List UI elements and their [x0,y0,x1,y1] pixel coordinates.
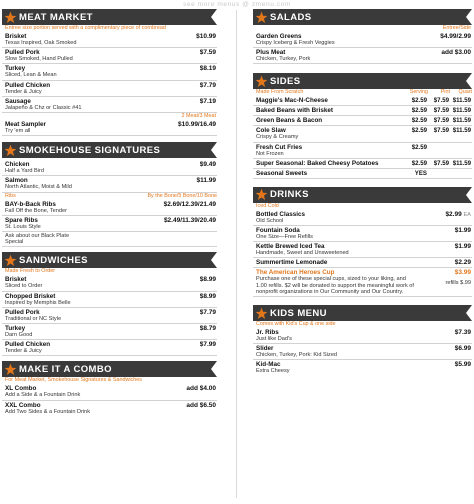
item-price: $11.99 [196,177,216,185]
menu-item [2,81,217,97]
price-quart [449,144,471,151]
ribs-label: Ribs [5,192,16,199]
item-name: Bottled Classics [256,210,305,218]
price-serving: $2.59 [411,97,427,105]
item-desc: Jalapeño & Chz or Classic #41 [5,104,82,111]
star-icon [255,11,268,24]
item-price: $9.49 [199,161,216,169]
item-desc: Darn Good [5,332,33,339]
price-quart: $11.59 [452,117,471,125]
item-name: XXL Combo [5,401,41,409]
item-name: Kid-Mac [256,361,281,369]
right-column [253,5,472,376]
item-price: $6.99 [454,345,471,353]
left-column [2,5,217,416]
combo-title: MAKE IT A COMBO [19,363,112,375]
sandwiches-header [2,252,217,268]
item-price: $7.59 [199,49,216,57]
item-name: Salmon [5,177,28,185]
menu-item [253,116,472,126]
item-name: Fresh Cut Fries [256,143,303,151]
price-serving: $2.59 [411,159,427,167]
price-pint: $7.59 [433,159,449,167]
item-price: add $3.00 [441,49,471,57]
col-pint: Pint [440,89,450,96]
item-price: $8.99 [199,292,216,300]
price-pint: $7.59 [433,117,449,125]
smokehouse-header [2,142,217,158]
item-desc: Fall Off the Bone, Tender [5,207,67,214]
header-notch [211,361,217,377]
col-serving: Serving [409,89,428,96]
price-serving: $2.59 [411,107,427,115]
menu-item [2,64,217,80]
item-desc: Crispy & Creamy [256,134,299,141]
kids-subtitle-text: Comes with Kid's Cup & one side [256,321,336,328]
item-desc: Sliced, Lean & Mean [5,72,57,79]
item-desc: Handmade, Sweet and Unsweetened [256,250,349,257]
star-icon [255,188,268,201]
smokehouse-title: SMOKEHOUSE SIGNATURES [19,144,161,156]
black-plate-note [2,232,217,247]
meat-market-subtitle [2,25,217,32]
item-name: BAY-b-Back Ribs [5,200,56,208]
kids-header [253,305,472,321]
item-price: $7.99 [199,341,216,349]
menu-item [253,210,472,226]
ribs-header: By the Bone/5 Bone/10 Bone [147,192,217,199]
combo-subtitle [2,377,217,384]
menu-item [253,48,472,64]
item-desc: Extra Cheesy [256,368,290,375]
item-name: Chopped Brisket [5,292,56,300]
item-price: $2.49/11.39/20.49 [163,216,216,224]
price-quart: $11.59 [452,107,471,115]
item-price: $7.79 [199,81,216,89]
item-desc: Try 'em all [5,128,31,135]
item-name: Pulled Chicken [5,81,51,89]
sandwiches-subtitle [2,268,217,275]
star-icon [4,144,17,157]
item-desc: Traditional or NC Style [5,315,62,322]
item-name: Turkey [5,65,26,73]
header-notch [466,73,472,89]
kids-title: KIDS MENU [270,307,327,319]
menu-item [2,324,217,340]
sides-size-headers [406,89,472,96]
combo-header [2,361,217,377]
price-pint: $7.59 [433,127,449,135]
item-desc: Tender & Juicy [5,88,42,95]
item-desc: Slow Smoked, Hand Pulled [5,56,73,63]
price-serving: $2.59 [411,143,427,151]
combo-subtitle-text: For Meat Market, Smokehouse Signatures & Sandwiches [5,377,142,384]
meat-market-subtitle-text: Entree size portion served with a complimentary piece of cornbread [5,25,166,31]
price-pint: $7.59 [433,97,449,105]
item-desc: Texas Inspired, Oak Smoked [5,40,77,46]
header-notch [211,9,217,25]
menu-item [253,344,472,360]
item-name: Brisket [5,33,27,40]
header-notch [466,9,472,25]
menu-item [2,216,217,232]
item-price: add $4.00 [186,385,216,393]
black-plate-text: Ask about our Black Plate Special [5,233,70,246]
menu-item [253,32,472,48]
heroes-cup [253,268,472,297]
star-icon [4,363,17,376]
item-desc: North Atlantic, Moist & Mild [5,184,72,191]
item-name: Pulled Chicken [5,341,51,349]
item-name: Baked Beans with Brisket [256,107,333,115]
heroes-cup-name: The American Heroes Cup [256,269,335,277]
item-desc: Crispy Iceberg & Fresh Veggies [256,40,335,46]
header-notch [466,305,472,321]
item-name: Plus Meat [256,49,286,57]
item-price: $7.19 [199,97,216,105]
price-serving: $2.59 [411,127,427,135]
item-price: $2.29 [454,259,471,267]
item-name: Meat Sampler [5,121,46,129]
menu-item [253,159,472,169]
item-name: Kettle Brewed Iced Tea [256,243,325,251]
menu-item [2,97,217,113]
menu-item [2,401,217,416]
menu-item [253,258,472,268]
item-name: Pulled Pork [5,49,40,57]
heroes-cup-refill: refills $.99 [445,280,471,287]
price-quart [449,170,471,177]
item-price: $5.99 [454,361,471,369]
item-desc: Not Frozen [256,150,284,157]
item-name: Green Beans & Bacon [256,117,323,125]
price-serving: $2.59 [411,117,427,125]
item-name: XL Combo [5,385,37,393]
item-name: Slider [256,345,274,353]
menu-item [253,143,472,159]
heroes-cup-desc: Purchase one of these special cups, sized to your liking, and 1.00 refills. $2 will be donated to support the meaningful work of nonprofit organizations in Our Community and Our Country. [256,276,414,295]
item-desc: Inspired by Memphis Belle [5,299,71,306]
item-name: Super Seasonal: Baked Cheesy Potatoes [256,159,379,167]
item-desc: Old School [256,217,284,224]
menu-item [253,106,472,116]
price-pint: $7.59 [433,107,449,115]
item-desc: Add Two Sides & a Fountain Drink [5,408,91,415]
item-price: $2.99 [445,210,462,218]
sandwiches-title: SANDWICHES [19,254,88,266]
watermark: see more menus @ zmenu.com [183,1,291,8]
header-notch [211,142,217,158]
sandwiches-subtitle-text: Made Fresh to Order [5,268,56,275]
item-name: Cole Slaw [256,127,286,135]
item-price: $1.99 [454,227,471,235]
item-price: $2.69/12.39/21.49 [163,200,216,208]
star-icon [255,75,268,88]
drinks-subtitle-text: Iced Cold [256,202,279,209]
item-price: $4.99/2.99 [440,33,471,40]
item-price: $1.99 [454,243,471,251]
menu-item [2,160,217,176]
item-desc: Tender & Juicy [5,348,42,355]
menu-item [253,242,472,258]
header-notch [211,252,217,268]
item-name: Pulled Pork [5,308,40,316]
meat-market-header [2,9,217,25]
heroes-cup-price: $3.99 [454,269,471,277]
sides-subtitle: Made From Scratch [256,89,304,96]
item-name: Maggie's Mac-N-Cheese [256,97,328,105]
item-name: Summertime Lemonade [256,259,328,267]
column-divider [236,10,237,498]
price-serving: YES [414,169,427,177]
star-icon [4,11,17,24]
item-desc: Sliced to Order [5,283,43,290]
item-price: $10.99 [196,33,216,40]
salads-colhead: Entree/Side [442,25,471,31]
menu-item [253,360,472,375]
price-quart: $11.59 [452,97,471,105]
drinks-title: DRINKS [270,189,309,201]
item-price: $8.99 [199,276,216,284]
menu-item [2,384,217,400]
item-price: add $6.50 [186,401,216,409]
sides-header [253,73,472,89]
item-name: Fountain Soda [256,227,300,235]
item-price: $10.99/16.49 [178,121,216,129]
star-icon [4,254,17,267]
item-desc: Add a Side & a Fountain Drink [5,392,81,399]
price-pint [427,170,449,177]
item-desc: One Size—Free Refills [256,234,313,241]
menu-item [2,340,217,356]
menu-item [253,328,472,344]
item-name: Garden Greens [256,33,302,40]
price-quart: $11.59 [452,127,471,135]
menu-item [2,275,217,291]
menu-item [253,96,472,106]
ribs-colhead [2,193,217,200]
drinks-subtitle [253,203,472,210]
item-name: Turkey [5,325,26,333]
header-notch [466,187,472,203]
item-desc: Just like Dad's [256,336,292,343]
price-pint [427,144,449,151]
item-unit: EA [463,211,471,218]
menu-item [2,292,217,308]
item-price: $7.79 [199,308,216,316]
salads-title: SALADS [270,11,312,23]
item-name: Seasonal Sweets [256,169,308,177]
item-name: Sausage [5,97,31,105]
col-quart: Quart [458,89,472,96]
item-name: Spare Ribs [5,216,38,224]
menu-item [2,200,217,216]
item-price: $8.19 [199,65,216,73]
salads-header [253,9,472,25]
menu-item [2,32,217,48]
item-price: $8.79 [199,325,216,333]
star-icon [255,307,268,320]
sides-colheads [253,89,472,96]
sides-title: SIDES [270,75,301,87]
item-desc: Half a Yard Bird [5,168,44,175]
menu-item [2,48,217,64]
menu-item [253,226,472,242]
item-desc: St. Louis Style [5,223,41,230]
menu-item [253,169,472,179]
item-name: Chicken [5,161,30,169]
meat-market-title: MEAT MARKET [19,11,93,23]
menu-item [2,120,217,136]
kids-subtitle [253,321,472,328]
item-desc: Chicken, Turkey, Pork: Kid Sized [256,352,338,359]
item-name: Jr. Ribs [256,329,279,337]
menu-item [253,126,472,142]
price-quart: $11.59 [452,159,471,167]
item-price: $7.39 [454,329,471,337]
drinks-header [253,187,472,203]
menu-item [2,308,217,324]
item-name: Brisket [5,276,27,284]
item-desc: Chicken, Turkey, Pork [256,56,311,63]
meat-combo-colhead: 2 Meat/3 Meat [181,113,216,120]
menu-item [2,176,217,192]
